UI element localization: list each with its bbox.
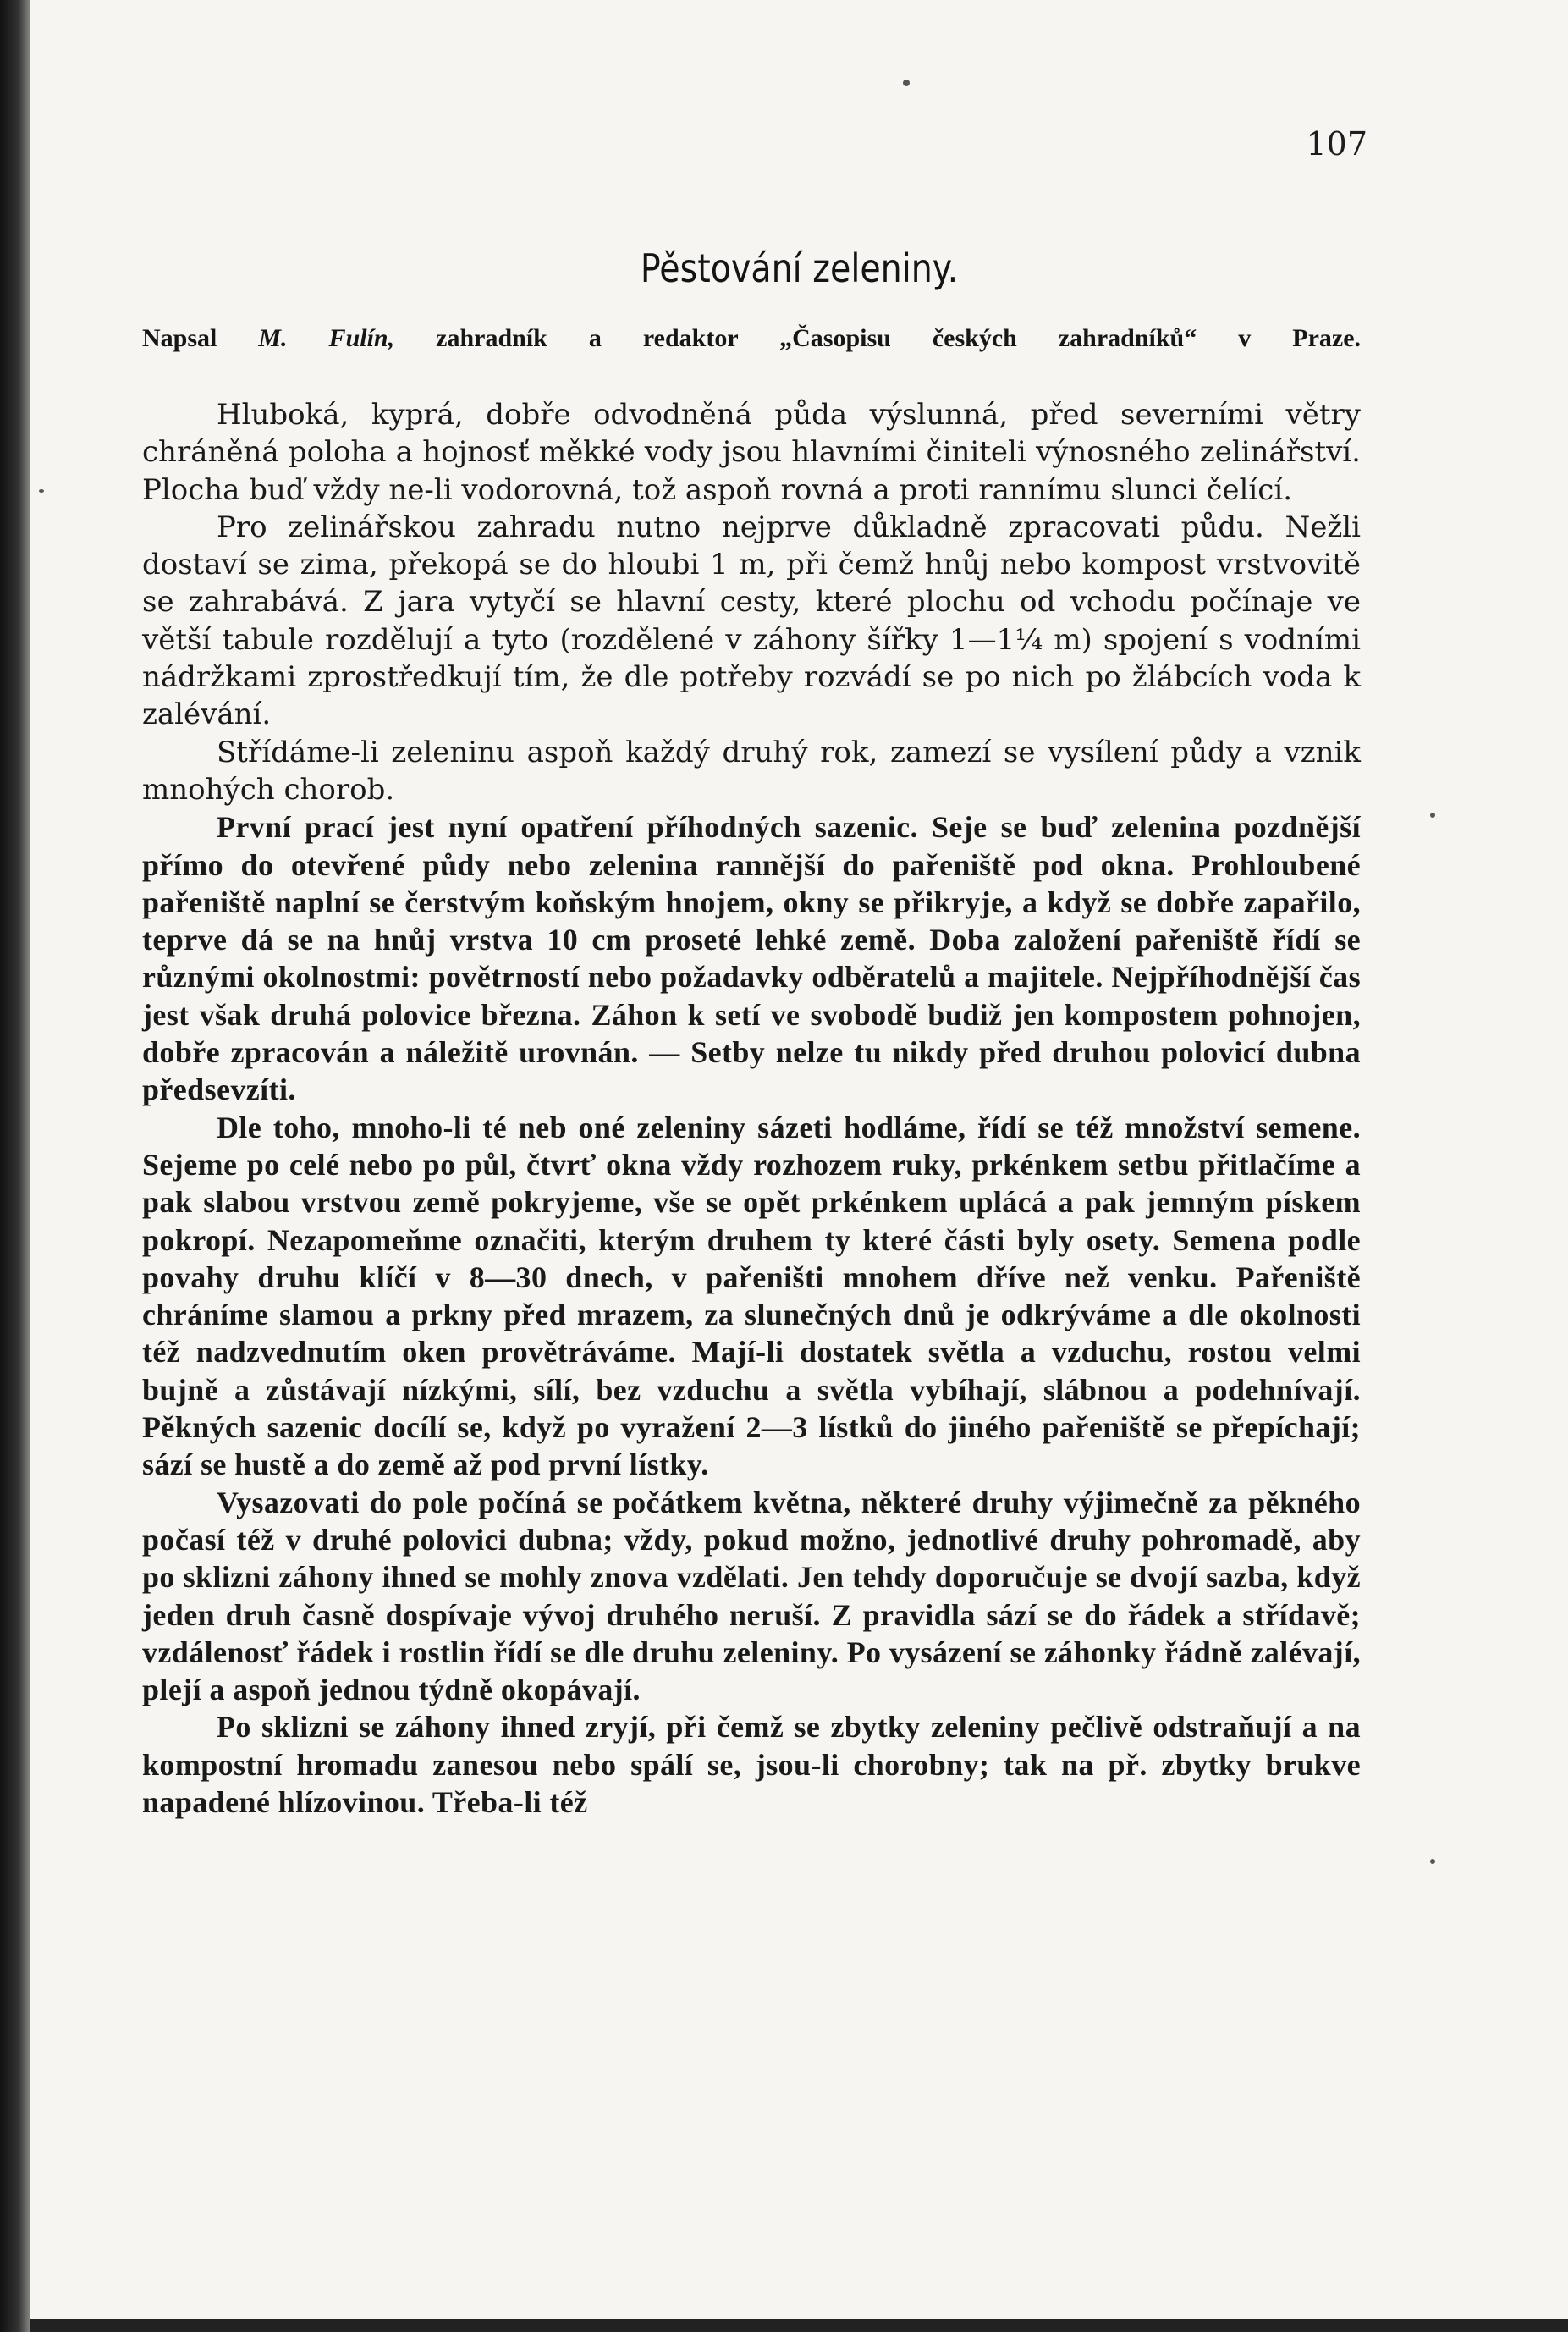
speck-mark xyxy=(903,80,910,86)
page-left-edge xyxy=(0,0,30,2332)
paragraph: Dle toho, mnoho-li té neb oné zeleniny sázeti hodláme, řídí se též množství semene. Sejeme po celé nebo po půl, čtvrť okna vždy rozhozem ruky, prkénkem setbu přitlačíme a pak slabou vrstvou země pokryjeme, vše se opět prkénkem uplácá a pak jemným pískem pokropí. Nezapomeňme označiti, kterým druhem ty které části byly osety. Semena podle povahy druhu klíčí v 8—30 dnech, v pařeništi mnohem dříve než venku. Pařeniště chráníme slamou a prkny před mrazem, za slunečných dnů je odkrýváme a dle okolnosti též nadzvednutím oken provětráváme. Mají-li dostatek světla a vzduchu, rostou velmi bujně a zůstávají nízkými, sílí, bez vzduchu a světla vybíhají, slábnou a podehnívají. Pěkných sazenic docílí se, když po vyražení 2—3 lístků do jiného pařeniště se přepíchají; sází se hustě a do země až pod první lístky. xyxy=(142,1110,1361,1482)
scanned-page xyxy=(30,0,1568,2319)
paragraph: Po sklizni se záhony ihned zryjí, při čemž se zbytky zeleniny pečlivě odstraňují a na kompostní hromadu zanesou nebo spálí se, jsou-li chorobny; tak na př. zbytky brukve napadené hlízovinou. Třeba-li též xyxy=(142,1710,1361,1819)
article-title: Pěstování zeleniny. xyxy=(640,245,959,291)
byline-prefix: Napsal xyxy=(142,324,217,352)
page-bottom-edge xyxy=(30,2319,1568,2332)
byline-author: M. Fulín, xyxy=(258,324,395,352)
paragraph: První prací jest nyní opatření příhodných sazenic. Seje se buď zelenina pozdnější přímo do otevřené půdy nebo zelenina rannější do pařeniště pod okna. Prohloubené pařeniště naplní se čerstvým koňským hnojem, okny se přikryje, a když se dobře zapařilo, teprve dá se na hnůj vrstva 10 cm proseté lehké země. Doba založení pařeniště řídí se různými okolnostmi: povětrností nebo požadavky odběratelů a majitele. Nejpříhodnější čas jest však druhá polovice března. Záhon k setí ve svobodě budiž jen kompostem pohnojen, dobře zpracován a náležitě urovnán. — Setby nelze tu nikdy před druhou polovicí dubna předsevzíti. xyxy=(142,810,1361,1107)
speck-mark xyxy=(1430,1859,1435,1864)
paragraph: Hluboká, kyprá, dobře odvodněná půda výslunná, před severními větry chráněná poloha a hojnosť měkké vody jsou hlavními činiteli výnosného zelinářství. Plocha buď vždy ne-li vodorovná, tož aspoň rovná a proti rannímu slunci čelící. xyxy=(142,398,1361,507)
speck-mark xyxy=(39,489,44,493)
paragraph: Střídáme-li zeleninu aspoň každý druhý rok, zamezí se vysílení půdy a vznik mnohých chorob. xyxy=(142,735,1361,807)
page-number: 107 xyxy=(1306,125,1367,163)
paragraph: Vysazovati do pole počíná se počátkem května, některé druhy výjimečně za pěkného počasí též v druhé polovici dubna; vždy, pokud možno, jednotlivé druhy pohromadě, aby po sklizni záhony ihned se mohly znova vzdělati. Jen tehdy doporučuje se dvojí sazba, když jeden druh časně dospívaje vývoj druhého neruší. Z pravidla sází se do řádek a střídavě; vzdálenosť řádek i rostlin řídí se dle druhu zeleniny. Po vysázení se záhonky řádně zalévají, plejí a aspoň jednou týdně okopávají. xyxy=(142,1485,1361,1707)
article-byline xyxy=(142,324,1361,353)
byline-rest: zahradník a redaktor „Časopisu českých zahradníků“ v Praze. xyxy=(436,324,1362,352)
article-body xyxy=(142,396,1361,1821)
paragraph: Pro zelinářskou zahradu nutno nejprve důkladně zpracovati půdu. Nežli dostaví se zima, překopá se do hloubi 1 m, při čemž hnůj nebo kompost vrstvovitě se zahrabává. Z jara vytyčí se hlavní cesty, které plochu od vchodu počínaje ve větší tabule rozdělují a tyto (rozdělené v záhony šířky 1—1¼ m) spojení s vodními nádržkami zprostředkují tím, že dle potřeby rozvádí se po nich po žlábcích voda k zalévání. xyxy=(142,510,1361,732)
speck-mark xyxy=(1430,813,1435,818)
